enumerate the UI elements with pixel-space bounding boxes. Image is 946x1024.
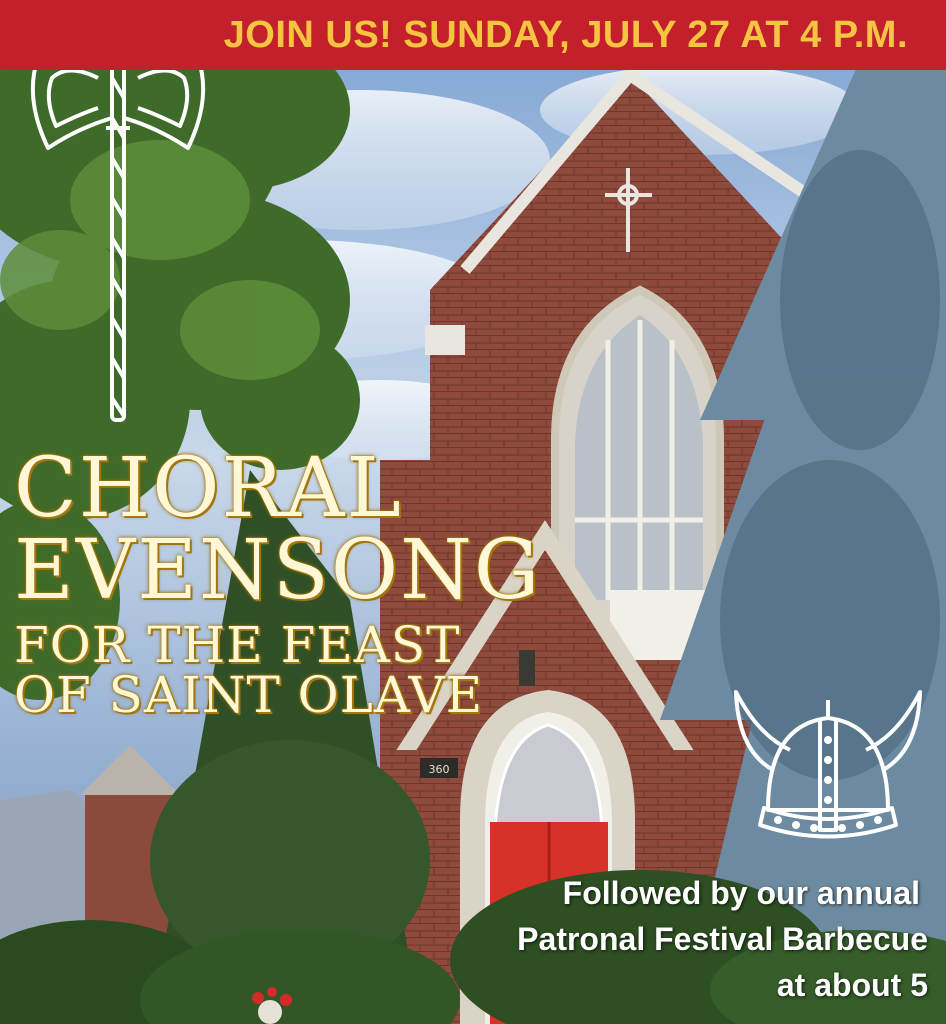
viking-helmet-icon (728, 680, 928, 845)
top-banner (0, 0, 946, 70)
subtitle-line-2: OF SAINT OLAVE (14, 666, 484, 724)
event-date-text: JOIN US! SUNDAY, JULY 27 AT 4 P.M. (223, 13, 908, 56)
title-line-choral: CHORAL (14, 441, 403, 536)
subtitle-line-1: FOR THE FEAST (14, 616, 461, 674)
caption-line-2: Patronal Festival Barbecue (517, 921, 928, 957)
caption-line-3: at about 5 (776, 967, 928, 1003)
address-plaque: 360 (428, 763, 450, 776)
battle-axe-icon (28, 18, 208, 428)
barbecue-caption (517, 870, 928, 1008)
caption-line-1: Followed by our annual (562, 875, 920, 911)
title-line-evensong: EVENSONG (14, 523, 542, 618)
event-title (14, 441, 542, 724)
